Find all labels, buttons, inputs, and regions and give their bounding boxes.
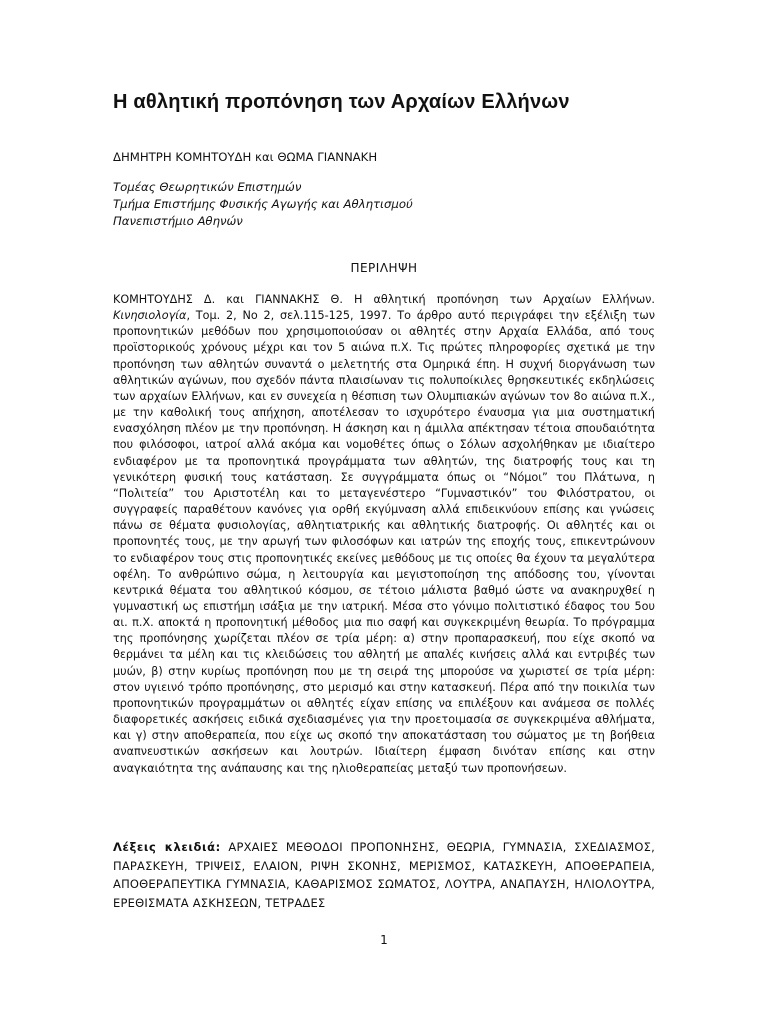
affiliation-line: Τομέας Θεωρητικών Επιστημών: [113, 180, 302, 194]
affiliation-line: Τμήμα Επιστήμης Φυσικής Αγωγής και Αθλητισμού: [113, 197, 413, 211]
article-title: Η αθλητική προπόνηση των Αρχαίων Ελλήνων: [113, 91, 570, 113]
abstract-heading: ΠΕΡΙΛΗΨΗ: [350, 261, 418, 275]
document-page: [113, 0, 655, 1024]
keywords-label: Λέξεις κλειδιά:: [113, 840, 221, 854]
author-affiliation: [113, 179, 413, 230]
keywords-paragraph: [113, 838, 655, 912]
page-number: 1: [380, 933, 388, 947]
abstract-citation: ΚΟΜΗΤΟΥΔΗΣ Δ. και ΓΙΑΝΝΑΚΗΣ Θ. Η αθλητική προπόνηση των Αρχαίων Ελλήνων.: [113, 293, 655, 306]
abstract-body: , Τομ. 2, Νο 2, σελ.115-125, 1997. Το άρθρο αυτό περιγράφει την εξέλιξη των προπονητικών μεθόδων που χρησιμοποιούσαν οι αθλητές στην Αρχαία Ελλάδα, από τους προϊστορικούς χρόνους μέχρι και τον 5 αιώνα π.Χ. Τις πρώτες πληροφορίες σχετικά με την προπόνηση των αθλητών συναντά ο μελετητής στα Ομηρικά έπη. Η συχνή διοργάνωση των αθλητικών αγώνων, που σχεδόν πάντα πλαισίωναν τις πολυποίκιλες θρησκευτικές εκδηλώσεις των αρχαίων Ελλήνων, και εν συνεχεία η θέσπιση των Ολυμπιακών αγώνων τον 8ο αιώνα π.Χ., με την καθολική τους απήχηση, αποτέλεσαν το ισχυρότερο έναυσμα για μια συστηματική ενασχόληση πλέον με την προπόνηση. Η άσκηση και η άμιλλα απέκτησαν τέτοια σπουδαιότητα που φιλόσοφοι, ιατροί αλλά ακόμα και νομοθέτες όπως ο Σόλων ασχολήθηκαν με ιδιαίτερο ενδιαφέρον με τα προπονητικά προγράμματα των αθλητών, της διατροφής τους και τη γενικότερη φυσική τους κατάσταση. Σε συγγράμματα όπως οι “Νόμοι” του Πλάτωνα, η “Πολιτεία” του Αριστοτέλη και το μεταγενέστερο “Γυμναστικόν” του Φιλόστρατου, οι συγγραφείς παραθέτουν κανόνες για ορθή εκγύμναση αλλά επιδεικνύουν επίσης και γνώσεις πάνω σε θέματα φυσιολογίας, αθλητιατρικής και αθλητικής διατροφής. Οι αθλητές και οι προπονητές τους, με την αρωγή των φιλοσόφων και ιατρών της εποχής τους, επικεντρώνουν το ενδιαφέρον τους στις προπονητικές εκείνες μεθόδους με τις οποίες θα έχουν τα μεγαλύτερα οφέλη. Το ανθρώπινο σώμα, η λειτουργία και μεγιστοποίηση της απόδοσης του, γίνονται κεντρικά θέματα του αθλητικού κόσμου, σε τέτοιο μάλιστα βαθμό ώστε να ανακηρυχθεί η γυμναστική ως επιστήμη ισάξια με την ιατρική. Μέσα στο γόνιμο πολιτιστικό έδαφος του 5ου αι. π.Χ. αποκτά η προπονητική μέθοδος μια πιο σαφή και συγκεκριμένη θεωρία. Το πρόγραμμα της προπόνησης χωρίζεται πλέον σε τρία μέρη: α) στην προπαρασκευή, που είχε σκοπό να θερμάνει τα μέλη και τις κλειδώσεις του αθλητή με απαλές κινήσεις αλλά και εντριβές των μυών, β) στην κυρίως προπόνηση που με τη σειρά της μπορούσε να χωριστεί σε τρία μέρη: στον υγιεινό τρόπο προπόνησης, στο μερισμό και στην κατασκευή. Πέρα από την ποικιλία των προπονητικών προγραμμάτων οι αθλητές είχαν επίσης να επιλέξουν και ανάμεσα σε πολλές διαφορετικές ασκήσεις ειδικά σχεδιασμένες για την προετοιμασία σε συγκεκριμένα αθλήματα, και γ) στην αποθεραπεία, που είχε ως σκοπό την αποκατάσταση του σώματος με τη βοήθεια αναπνευστικών ασκήσεων και λουτρών. Ιδιαίτερη έμφαση δινόταν επίσης και στην αναγκαιότητα της ανάπαυσης και της ηλιοθεραπείας μεταξύ των προπονήσεων.: [113, 309, 655, 775]
affiliation-line: Πανεπιστήμιο Αθηνών: [113, 214, 243, 228]
article-authors: ΔΗΜΗΤΡΗ ΚΟΜΗΤΟΥΔΗ και ΘΩΜΑ ΓΙΑΝΝΑΚΗ: [113, 150, 378, 164]
keywords-list: ΑΡΧΑΙΕΣ ΜΕΘΟΔΟΙ ΠΡΟΠΟΝΗΣΗΣ, ΘΕΩΡΙΑ, ΓΥΜΝΑΣΙΑ, ΣΧΕΔΙΑΣΜΟΣ, ΠΑΡΑΣΚΕΥΗ, ΤΡΙΨΕΙΣ, ΕΛΑΙΟΝ, ΡΙΨΗ ΣΚΟΝΗΣ, ΜΕΡΙΣΜΟΣ, ΚΑΤΑΣΚΕΥΗ, ΑΠΟΘΕΡΑΠΕΙΑ, ΑΠΟΘΕΡΑΠΕΥΤΙΚΑ ΓΥΜΝΑΣΙΑ, ΚΑΘΑΡΙΣΜΟΣ ΣΩΜΑΤΟΣ, ΛΟΥΤΡΑ, ΑΝΑΠΑΥΣΗ, ΗΛΙΟΛΟΥΤΡΑ, ΕΡΕΘΙΣΜΑΤΑ ΑΣΚΗΣΕΩΝ, ΤΕΤΡΑΔΕΣ: [113, 840, 656, 910]
abstract-paragraph: [113, 292, 655, 777]
journal-name: Κινησιολογία: [113, 309, 187, 323]
